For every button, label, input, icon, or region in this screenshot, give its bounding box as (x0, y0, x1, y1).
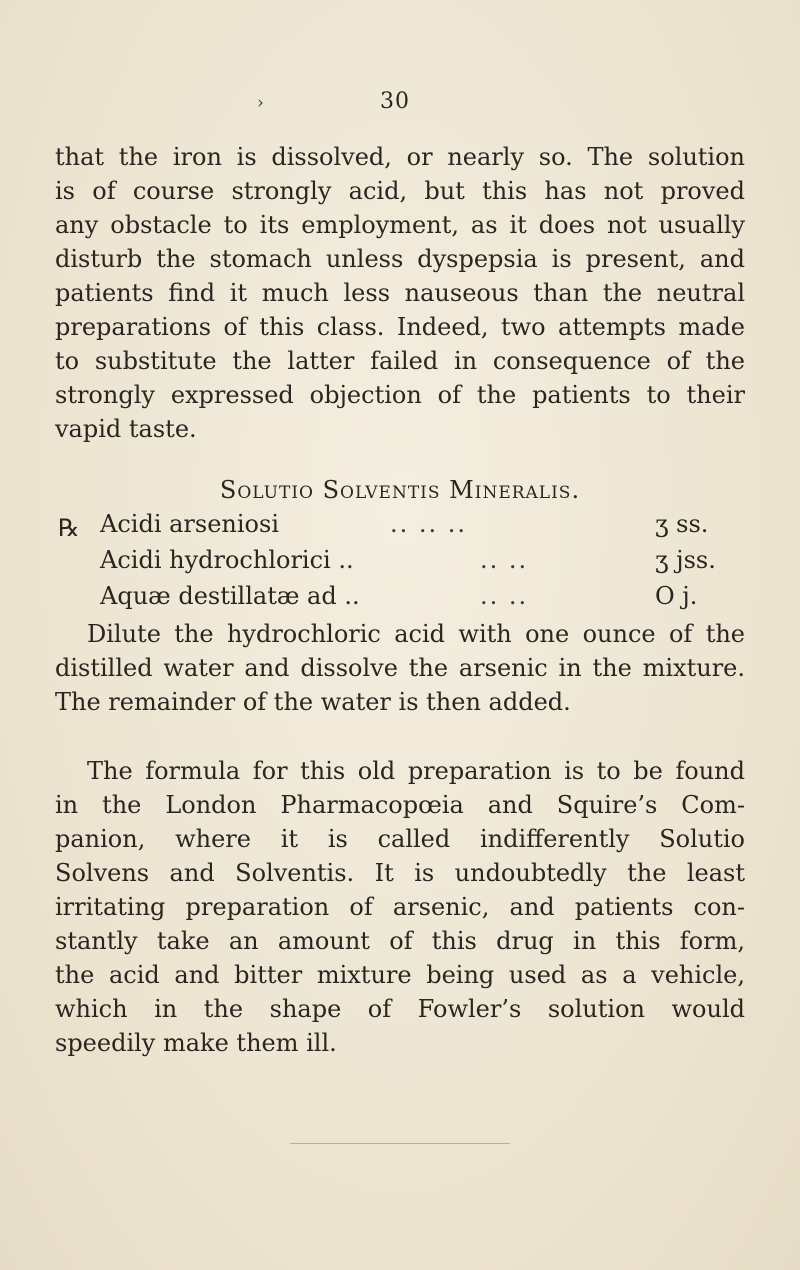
ingredient-row (100, 546, 720, 582)
text-line: patients find it much less nauseous than the neutral (55, 279, 745, 307)
text-line: is of course strongly acid, but this has not proved (55, 177, 745, 205)
text-line: to substitute the latter failed in consequence of the (55, 347, 745, 375)
text-line: speedily make them ill. (55, 1029, 337, 1057)
ingredient-name: Acidi hydrochlorici .. (100, 546, 354, 574)
text-line: distilled water and dissolve the arsenic in the mixture. (55, 654, 745, 682)
text-line: that the iron is dissolved, or nearly so. The solution (55, 143, 745, 171)
text-line: The formula for this old preparation is to be found (87, 757, 745, 785)
ingredient-quantity: ʒ ss. (655, 510, 709, 538)
leader-dots: .. .. (480, 546, 529, 574)
text-line: in the London Pharmacopœia and Squire’s Com- (55, 791, 745, 819)
text-line: any obstacle to its employment, as it does not usually (55, 211, 745, 239)
text-line: Solvens and Solventis. It is undoubtedly the least (55, 859, 745, 887)
formula-title: Solutio Solventis Mineralis. (219, 476, 581, 504)
text-line: stantly take an amount of this drug in this form, (55, 927, 745, 955)
margin-mark: › (257, 93, 264, 113)
text-line: vapid taste. (55, 415, 197, 443)
ingredient-row (100, 510, 720, 546)
text-line: irritating preparation of arsenic, and patients con- (55, 893, 745, 921)
text-line: The remainder of the water is then added. (55, 688, 571, 716)
text-line: strongly expressed objection of the patients to their (55, 381, 745, 409)
page-number: 30 (380, 89, 410, 114)
ingredient-name: Acidi arseniosi (100, 510, 279, 538)
leader-dots: .. .. (480, 582, 529, 610)
ingredient-row (100, 582, 720, 618)
ingredient-name: Aquæ destillatæ ad .. (100, 582, 360, 610)
leader-dots: .. .. .. (390, 510, 468, 538)
recipe-symbol: ℞ (58, 514, 80, 542)
ingredient-quantity: O j. (655, 582, 698, 610)
paragraph-formula-history (55, 754, 745, 1060)
text-line: Dilute the hydrochloric acid with one ounce of the (87, 620, 745, 648)
paragraph-dilution-instructions (55, 617, 745, 719)
text-line: preparations of this class. Indeed, two attempts made (55, 313, 745, 341)
paragraph-iron-solution (55, 140, 745, 446)
divider-rule (290, 1143, 510, 1144)
text-line: panion, where it is called indifferently Solutio (55, 825, 745, 853)
text-line: disturb the stomach unless dyspepsia is present, and (55, 245, 745, 273)
text-line: which in the shape of Fowler’s solution would (55, 995, 745, 1023)
ingredient-quantity: ʒ jss. (655, 546, 716, 574)
text-line: the acid and bitter mixture being used as a vehicle, (55, 961, 745, 989)
